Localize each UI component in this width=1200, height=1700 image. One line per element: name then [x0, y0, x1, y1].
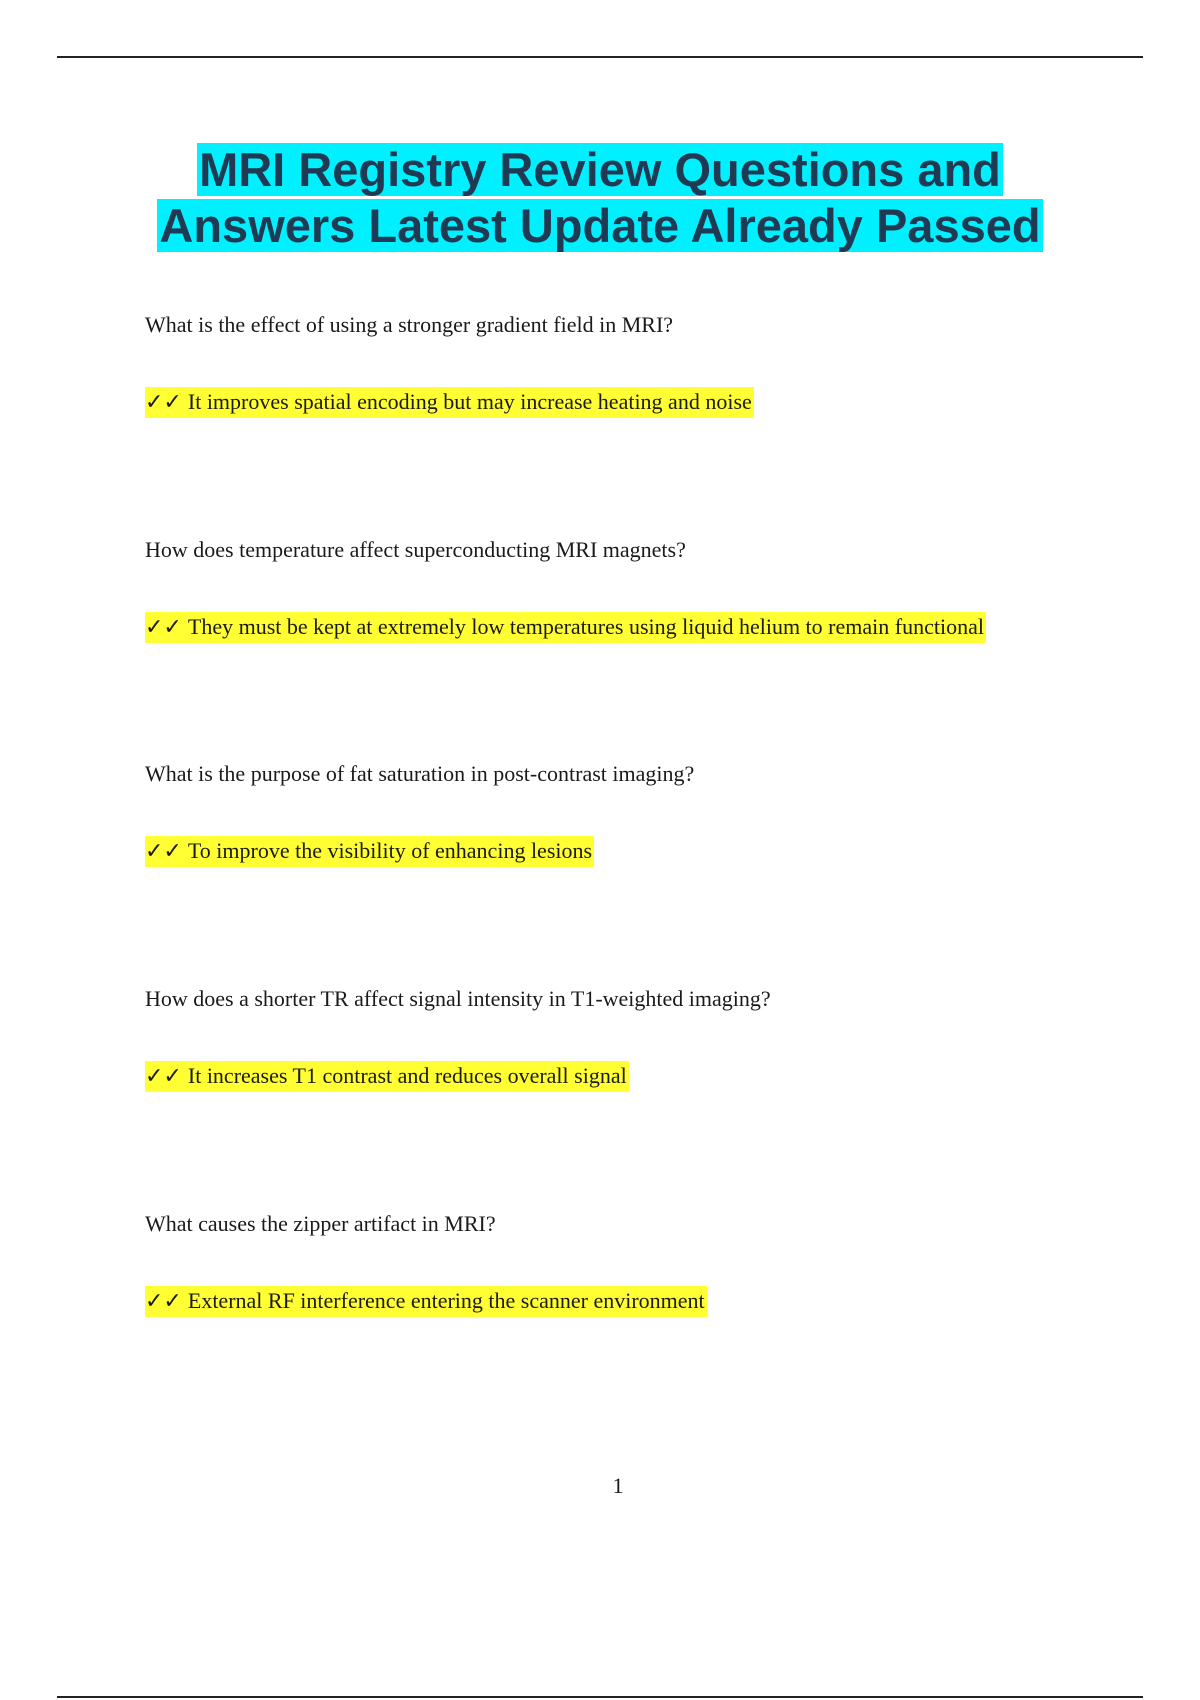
- answer-label: To improve the visibility of enhancing lesions: [187, 838, 593, 863]
- answer-label: It improves spatial encoding but may increase heating and noise: [187, 389, 752, 414]
- question-text: How does temperature affect superconducting MRI magnets?: [145, 537, 686, 562]
- page-number: 1: [612, 1473, 624, 1498]
- answer-label: They must be kept at extremely low temperatures using liquid helium to remain functional: [187, 614, 984, 639]
- question-text: What is the purpose of fat saturation in post-contrast imaging?: [145, 761, 695, 786]
- check-icon: ✓✓: [145, 390, 182, 415]
- answer-text: [145, 1286, 707, 1317]
- title-line-1: MRI Registry Review Questions and: [199, 143, 1001, 196]
- answer-text: [145, 612, 986, 643]
- question-text: What is the effect of using a stronger gradient field in MRI?: [145, 312, 674, 337]
- check-icon: ✓✓: [145, 615, 182, 640]
- footer-rule: [57, 1696, 1143, 1698]
- check-icon: ✓✓: [145, 839, 182, 864]
- header-rule: [57, 56, 1143, 58]
- document-title: [57, 142, 1143, 254]
- answer-label: External RF interference entering the scanner environment: [187, 1288, 705, 1313]
- title-line-2: Answers Latest Update Already Passed: [159, 199, 1041, 252]
- answer-text: [145, 836, 594, 867]
- answer-label: It increases T1 contrast and reduces overall signal: [187, 1063, 627, 1088]
- answer-text: [145, 1061, 629, 1092]
- answer-text: [145, 387, 754, 418]
- check-icon: ✓✓: [145, 1064, 182, 1089]
- question-text: What causes the zipper artifact in MRI?: [145, 1211, 496, 1236]
- question-text: How does a shorter TR affect signal intensity in T1-weighted imaging?: [145, 986, 771, 1011]
- check-icon: ✓✓: [145, 1289, 182, 1314]
